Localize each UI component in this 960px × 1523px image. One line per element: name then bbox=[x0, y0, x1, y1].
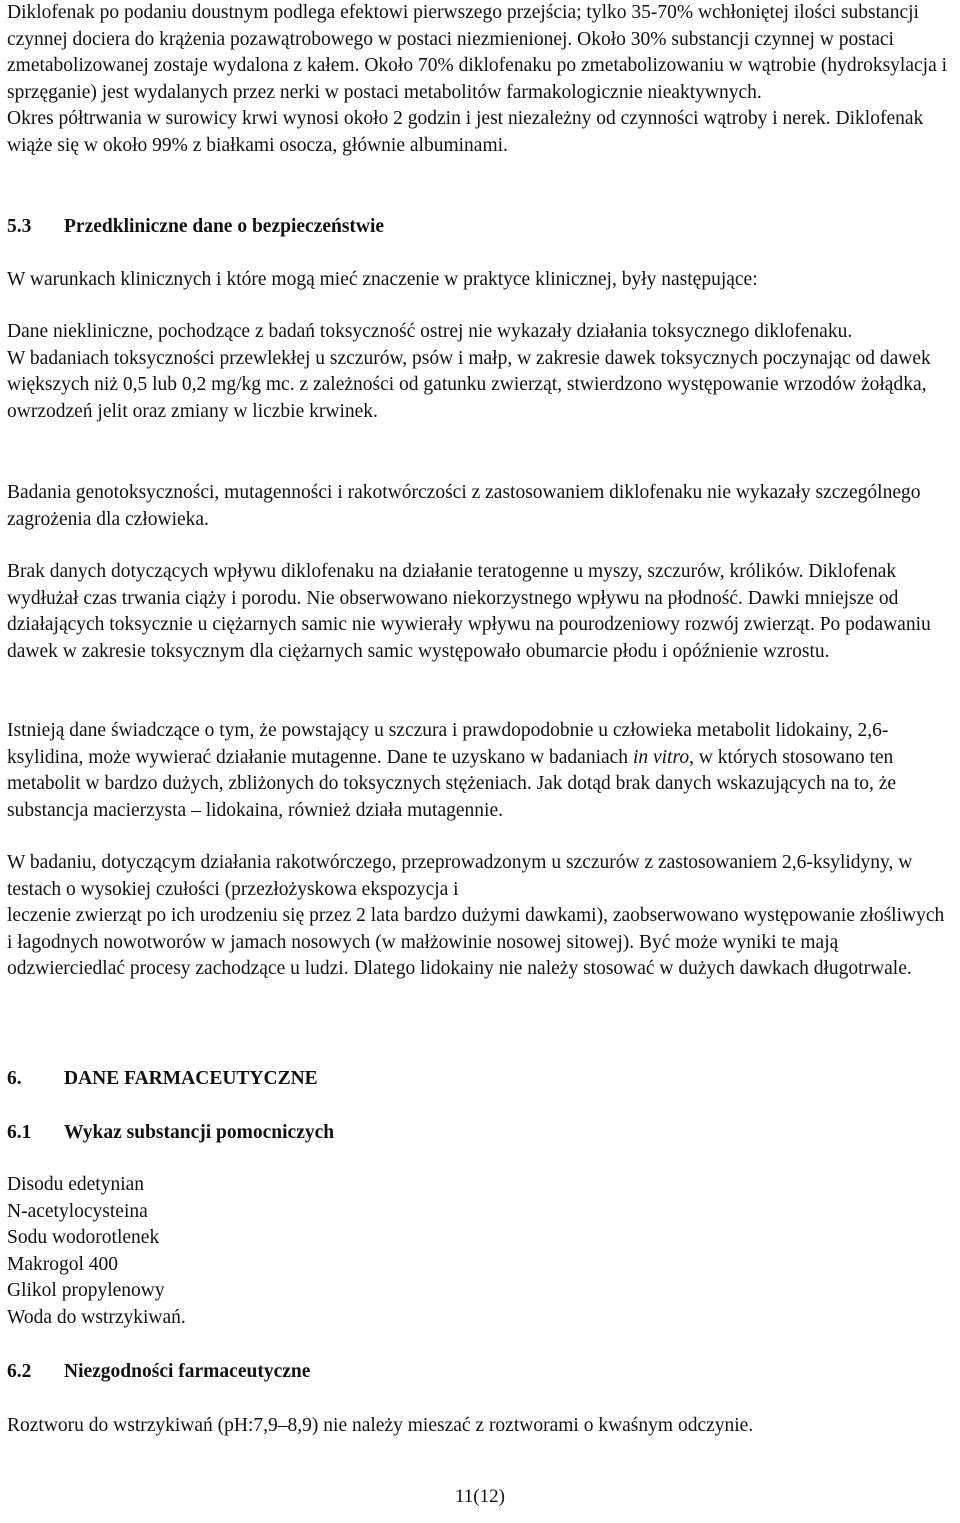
section-6-heading bbox=[7, 1066, 318, 1093]
section-5-3-paragraph-2: Dane niekliniczne, pochodzące z badań toksyczność ostrej nie wykazały działania toksycznego diklofenaku. bbox=[7, 321, 853, 342]
section-5-3-mutagenicity bbox=[7, 718, 953, 824]
section-5-3-paragraph-7-line-1: W badaniu, dotyczącym działania rakotwórczego, przeprowadzonym u szczurów z zastosowaniem 2,6-ksylidyny, w testach o wysokiej czułości (przezłożyskowa ekspozycja i bbox=[7, 852, 913, 900]
list-item: Disodu edetynian bbox=[7, 1174, 145, 1195]
page-number: 11(12) bbox=[455, 1486, 505, 1507]
section-5-3-intro bbox=[7, 267, 953, 294]
section-5-3-carcinogenicity bbox=[7, 850, 953, 983]
list-item: Makrogol 400 bbox=[7, 1253, 119, 1275]
section-5-3-number: 5.3 bbox=[7, 216, 32, 237]
intro-section bbox=[7, 0, 953, 159]
excipients-list bbox=[7, 1172, 953, 1331]
section-6-2-number: 6.2 bbox=[7, 1361, 32, 1382]
section-5-3-teratogenicity bbox=[7, 559, 953, 665]
list-item: Sodu wodorotlenek bbox=[7, 1227, 160, 1248]
section-5-3-toxicity bbox=[7, 319, 953, 425]
section-6-2-title: Niezgodności farmaceutyczne bbox=[64, 1361, 311, 1382]
section-6-title: DANE FARMACEUTYCZNE bbox=[64, 1068, 318, 1089]
section-6-1-heading bbox=[7, 1120, 334, 1147]
section-6-2-paragraph-1: Roztworu do wstrzykiwań (pH:7,9–8,9) nie należy mieszać z roztworami o kwaśnym odczynie. bbox=[7, 1415, 754, 1436]
paragraph-6-text-b: , w których stosowano ten metabolit w bardzo dużych, zbliżonych do toksycznych stężeniach. Jak dotąd brak danych wskazujących na to, że substancja macierzysta – lidokaina, również działa mutagennie. bbox=[7, 746, 897, 821]
section-5-3-paragraph-1: W warunkach klinicznych i które mogą mieć znaczenie w praktyce klinicznej, były następujące: bbox=[7, 269, 758, 290]
section-6-2-heading bbox=[7, 1359, 310, 1386]
intro-paragraph-2: Okres półtrwania w surowicy krwi wynosi około 2 godzin i jest niezależny od czynności wątroby i nerek. Diklofenak wiąże się w około 99% z białkami osocza, głównie albuminami. bbox=[7, 108, 924, 156]
section-5-3-paragraph-6 bbox=[7, 718, 953, 824]
paragraph-6-text-a: Istnieją dane świadczące o tym, że powstający u szczura i prawdopodobnie u człowieka metabolit lidokainy, 2,6-ksylidina, może wywierać działanie mutagenne. Dane te uzyskano w badaniach bbox=[7, 720, 889, 768]
section-5-3-paragraph-5: Brak danych dotyczących wpływu diklofenaku na działanie teratogenne u myszy, szczurów, królików. Diklofenak wydłużał czas trwania ciąży i porodu. Nie obserwowano niekorzystnego wpływu na płodność. Dawki mniejsze od działających toksycznie u ciężarnych samic nie wywierały wpływu na pourodzeniowy rozwój zwierząt. Po podawaniu dawek w zakresie toksycznym dla ciężarnych samic występowało obumarcie płodu i opóźnienie wzrostu. bbox=[7, 561, 931, 662]
section-5-3-paragraph-7-rest: leczenie zwierząt po ich urodzeniu się przez 2 lata bardzo dużymi dawkami), zaobserwowano występowanie złośliwych i łagodnych nowotworów w jamach nosowych (w małżowinie nosowej sitowej). Być może wyniki te mają odzwierciedlać procesy zachodzące u ludzi. Dlatego lidokainy nie należy stosować w dużych dawkach długotrwale. bbox=[7, 905, 945, 979]
section-6-1-title: Wykaz substancji pomocniczych bbox=[64, 1122, 335, 1143]
section-6-2-body bbox=[7, 1413, 953, 1440]
section-6-1-number: 6.1 bbox=[7, 1122, 32, 1143]
section-5-3-heading bbox=[7, 214, 384, 241]
intro-paragraph-1: Diklofenak po podaniu doustnym podlega efektowi pierwszego przejścia; tylko 35-70% wchłoniętej ilości substancji czynnej dociera do krążenia pozawątrobowego w postaci niezmienionej. Około 30% substancji czynnej w postaci zmetabolizowanej zostaje wydalona z kałem. Około 70% diklofenaku po zmetabolizowaniu w wątrobie (hydroksylacja i sprzęganie) jest wydalanych przez nerki w postaci metabolitów farmakologicznie nieaktywnych. bbox=[7, 2, 948, 103]
section-5-3-paragraph-4: Badania genotoksyczności, mutagenności i rakotwórczości z zastosowaniem diklofenaku nie wykazały szczególnego zagrożenia dla człowieka. bbox=[7, 482, 921, 530]
paragraph-6-italic-term: in vitro bbox=[632, 746, 690, 768]
section-6-number: 6. bbox=[7, 1068, 22, 1089]
section-5-3-genotoxicity bbox=[7, 480, 953, 533]
list-item: Glikol propylenowy bbox=[7, 1280, 165, 1301]
section-5-3-title: Przedkliniczne dane o bezpieczeństwie bbox=[64, 216, 385, 237]
section-5-3-paragraph-3: W badaniach toksyczności przewlekłej u szczurów, psów i małp, w zakresie dawek toksycznych poczynając od dawek większych niż 0,5 lub 0,2 mg/kg mc. z zależności od gatunku zwierząt, stwierdzono występowanie wrzodów żołądka, owrzodzeń jelit oraz zmiany w liczbie krwinek. bbox=[7, 347, 931, 422]
list-item: Woda do wstrzykiwań. bbox=[7, 1306, 186, 1328]
list-item: N-acetylocysteina bbox=[7, 1200, 148, 1222]
